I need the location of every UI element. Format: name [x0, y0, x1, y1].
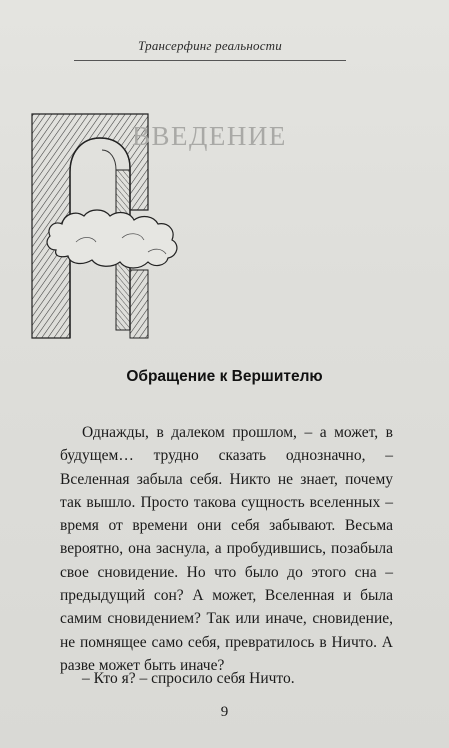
- dialogue-line: – Кто я? – спросило себя Ничто.: [82, 670, 295, 687]
- section-heading: Обращение к Вершителю: [126, 368, 323, 385]
- body-paragraph: Однажды, в далеком прошлом, – а может, в будущем… трудно сказать однозначно, – Вселенная забыла себя. Никто не знает, почему так вышло. Просто такова сущность вселенных – время от времени они себя забывают. Весьма вероятно, она заснула, а пробудившись, позабыла свое сновидение. Но что было до этого сна – предыдущий сон? А может, Вселенная и была самим сновидением? Так или иначе, сновидение, не помнящее само себя, превратилось в Ничто. А разве может быть иначе?: [60, 424, 393, 674]
- body-text: [60, 421, 393, 677]
- header-rule: [74, 60, 346, 61]
- chapter-title: ВВЕДЕНИЕ: [132, 121, 287, 151]
- running-header: Трансерфинг реальности: [138, 38, 282, 53]
- page-number: 9: [220, 704, 229, 720]
